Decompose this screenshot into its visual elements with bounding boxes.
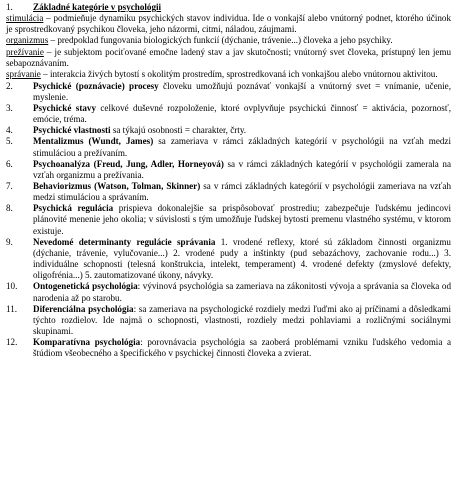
item-body xyxy=(33,136,451,158)
item-title: Nevedomé determinanty regulácie správania xyxy=(33,236,216,247)
item-title: Psychoanalýza (Freud, Jung, Adler, Horneyová) xyxy=(33,158,224,169)
item-body xyxy=(33,103,451,125)
item-body xyxy=(33,125,451,136)
list-item-3 xyxy=(6,103,451,125)
list-item-5 xyxy=(6,136,451,158)
item-title: Psychické stavy xyxy=(33,102,96,113)
item-body xyxy=(33,304,451,337)
item-number: 1. xyxy=(6,2,13,12)
item-text: človeku umožňujú poznávať vonkajší a vnútorný svet = vnímanie, učenie, myslenie. xyxy=(33,80,451,102)
list-item-11 xyxy=(6,304,451,337)
definition-text: – interakcia živých bytostí s okolitým prostredím, sprostredkovaná ich vonkajšou alebo vnútornou aktivitou. xyxy=(40,68,438,79)
definition-term: organizmus xyxy=(6,35,49,46)
definition-text: – je subjektom pociťované emočne ladený stav a jav skutočnosti; vnútorný svet človeka, prístupný len jemu sebapoznávaním. xyxy=(6,46,451,68)
item-number: 11. xyxy=(6,303,18,314)
list-item-4 xyxy=(6,125,451,136)
item-text: : porovnávacia psychológia sa zaoberá problémami vzniku ľudského vedomia a štúdiom všeobecného a špecifického v psychickej činnosti človeka a zvierat. xyxy=(33,337,451,359)
item-number: 12. xyxy=(6,337,18,348)
definition-term: stimulácia xyxy=(6,13,44,24)
list-item-10 xyxy=(6,281,451,303)
item-number: 7. xyxy=(6,181,13,191)
list-item-7 xyxy=(6,181,451,203)
item-body xyxy=(33,159,451,181)
item-text: celkové duševné rozpoloženie, ktoré ovplyvňuje psychickú činnosť = aktivácia, pozornosť, emócie, tréma. xyxy=(33,102,451,125)
item-title: Mentalizmus (Wundt, James) xyxy=(33,136,154,147)
item-body xyxy=(33,237,451,282)
definition-stimulacia xyxy=(6,13,451,35)
item-body xyxy=(33,203,451,236)
item-number: 8. xyxy=(6,203,13,214)
item-text: prispieva dokonalejšie sa prispôsobovať prostrediu; zabezpečuje ľudskému jedincovi plánovité menenie jeho okolia; v súvislosti s tým umožňuje ľudskej bytosti premenu vlastného systému, v ktorom existuje. xyxy=(33,203,451,236)
item-text: sa zameriava v rámci základných kategórií v psychológii na vzťah medzi stimuláciou a prežívaním. xyxy=(33,136,451,158)
item-text: sa v rámci základných kategórií v psychológii zamerala na vzťah organizmu a prežívania. xyxy=(33,158,452,180)
item-title: Komparatívna psychológia xyxy=(33,337,141,348)
item-body xyxy=(33,337,451,359)
item-body xyxy=(33,2,451,13)
item-title: Psychické (poznávacie) procesy xyxy=(33,80,159,91)
definition-organizmus xyxy=(6,35,451,46)
item-text: 1. vrodené reflexy, ktoré sú základom činnosti organizmu (dýchanie, trávenie, vylučovanie...) 2. vrodené pudy a inštinkty (pud sebazáchovy, zachovanie rodu...) 3. individuálne schopnosti (telesná konštrukcia, intelekt, temperament) 4. vrodené defekty (zmyslové defekty, oligofrénia...) 5. zautomatizované úkony, návyky. xyxy=(33,236,451,281)
definition-spravanie xyxy=(6,69,451,80)
item-title: Psychická regulácia xyxy=(33,203,114,214)
list-item-2 xyxy=(6,81,451,103)
list-item-12 xyxy=(6,337,451,359)
definition-term: prežívanie xyxy=(6,46,44,57)
item-number: 4. xyxy=(6,125,13,136)
item-title: Ontogenetická psychológia xyxy=(33,281,138,292)
item-title: Behaviorizmus (Watson, Tolman, Skinner) xyxy=(33,181,201,191)
list-item-6 xyxy=(6,159,451,181)
item-body xyxy=(33,181,451,203)
list-item-1 xyxy=(6,2,451,13)
item-body xyxy=(33,281,451,303)
item-number: 5. xyxy=(6,136,13,147)
list-item-8 xyxy=(6,203,451,236)
item-text: : vývinová psychológia sa zameriava na zákonitosti vývoja a správania sa človeka od narodenia až po starobu. xyxy=(33,281,451,303)
section-heading: Základné kategórie v psychológii xyxy=(33,2,162,12)
item-body xyxy=(33,81,451,103)
definition-text: – predpoklad fungovania biologických funkcií (dýchanie, trávenie...) človeka a jeho psychiky. xyxy=(48,35,393,46)
item-number: 2. xyxy=(6,80,13,91)
item-number: 9. xyxy=(6,236,13,247)
item-text: sa týkajú osobnosti = charakter, črty. xyxy=(110,125,247,136)
item-title: Diferenciálna psychológia xyxy=(33,303,134,314)
item-number: 10. xyxy=(6,281,18,292)
list-item-9 xyxy=(6,237,451,282)
item-title: Psychické vlastnosti xyxy=(33,125,111,136)
item-number: 6. xyxy=(6,158,13,169)
definition-text: – podmieňuje dynamiku psychických stavov individua. Ide o vonkajší alebo vnútorný podnet, ktorého účinok je sprostredkovaný psychikou človeka, jeho názormi, citmi, náladou, záujmami. xyxy=(6,13,451,35)
item-text: : sa zameriava na psychologické rozdiely medzi ľuďmi ako aj príčinami a dôsledkami týchto rozdielov. Ide najmä o schopnosti, vlastnosti, rozdiely medzi pohlaviami a rozličnými sociálnymi skupinami. xyxy=(33,303,451,337)
definition-term: správanie xyxy=(6,68,41,79)
definition-prezivanie xyxy=(6,47,451,69)
item-number: 3. xyxy=(6,102,13,113)
item-text: sa v rámci základných kategórií v psychológii zameriava na vzťah medzi stimuláciou a správaním. xyxy=(33,181,451,203)
